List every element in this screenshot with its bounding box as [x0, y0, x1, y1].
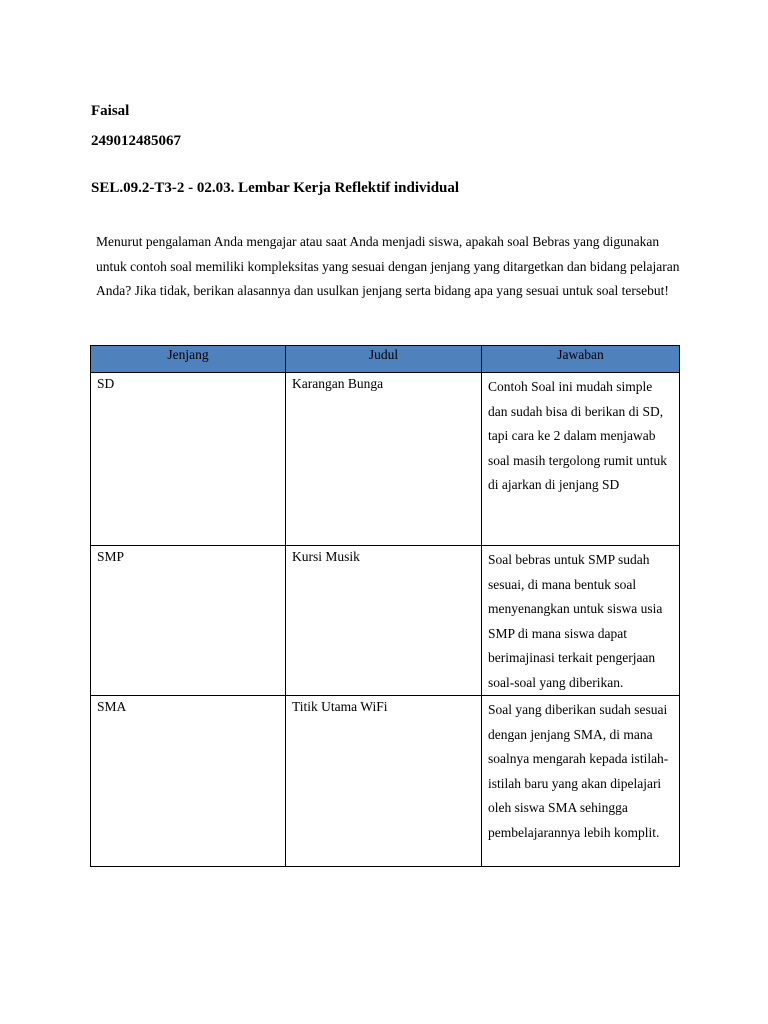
- cell-judul: Titik Utama WiFi: [286, 696, 482, 867]
- author-name: Faisal: [91, 103, 130, 119]
- cell-jawaban: Soal yang diberikan sudah sesuai dengan jenjang SMA, di mana soalnya mengarah kepada istilah-istilah baru yang akan dipelajari oleh siswa SMA sehingga pembelajarannya lebih komplit.: [482, 696, 680, 867]
- table-row: [91, 373, 680, 546]
- table-row: [91, 546, 680, 696]
- cell-judul: Karangan Bunga: [286, 373, 482, 546]
- author-id-number: 249012485067: [91, 133, 181, 149]
- cell-jawaban: Soal bebras untuk SMP sudah sesuai, di mana bentuk soal menyenangkan untuk siswa usia SMP di mana siswa dapat berimajinasi terkait pengerjaan soal-soal yang diberikan.: [482, 546, 680, 696]
- question-paragraph: Menurut pengalaman Anda mengajar atau saat Anda menjadi siswa, apakah soal Bebras yang digunakan untuk contoh soal memiliki kompleksitas yang sesuai dengan jenjang yang ditargetkan dan bidang pelajaran Anda? Jika tidak, berikan alasannya dan usulkan jenjang serta bidang apa yang sesuai untuk soal tersebut!: [96, 234, 680, 298]
- column-header-jenjang: Jenjang: [91, 346, 286, 373]
- answer-table: [90, 345, 680, 867]
- cell-jenjang: SMA: [91, 696, 286, 867]
- cell-jenjang: SD: [91, 373, 286, 546]
- column-header-jawaban: Jawaban: [482, 346, 680, 373]
- cell-jenjang: SMP: [91, 546, 286, 696]
- document-title: SEL.09.2-T3-2 - 02.03. Lembar Kerja Reflektif individual: [91, 180, 460, 196]
- column-header-judul: Judul: [286, 346, 482, 373]
- table-header-row: [91, 346, 680, 373]
- table-row: [91, 696, 680, 867]
- cell-judul: Kursi Musik: [286, 546, 482, 696]
- cell-jawaban: Contoh Soal ini mudah simple dan sudah bisa di berikan di SD, tapi cara ke 2 dalam menjawab soal masih tergolong rumit untuk di ajarkan di jenjang SD: [482, 373, 680, 546]
